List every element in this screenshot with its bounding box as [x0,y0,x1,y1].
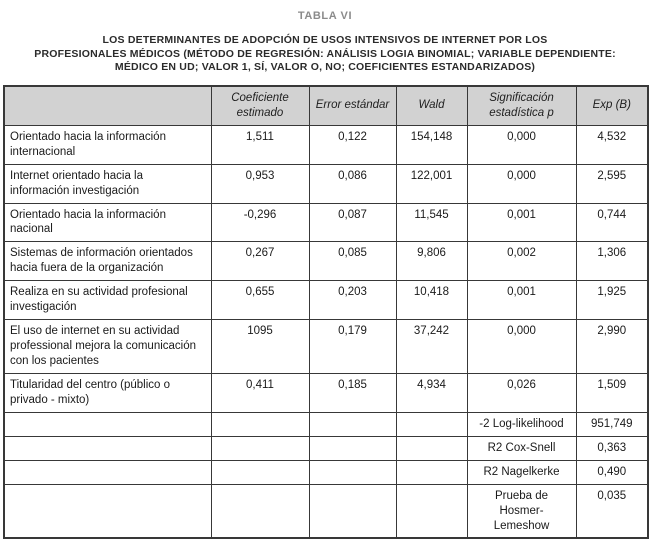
value-cell: 0,953 [211,164,309,203]
table-header [4,86,648,125]
value-cell: 122,001 [396,164,467,203]
stat-label-cell: R2 Nagelkerke [467,460,576,484]
value-cell: 10,418 [396,281,467,320]
value-cell: 0,001 [467,203,576,242]
value-cell: 37,242 [396,320,467,374]
value-cell: 0,122 [309,125,396,164]
value-cell: 2,990 [576,320,648,374]
row-label-cell [4,412,211,436]
table-number-title: TABLA VI [297,10,353,22]
value-cell: 0,000 [467,125,576,164]
value-cell: 0,001 [467,281,576,320]
table-row [4,484,648,538]
row-label-cell [4,436,211,460]
value-cell [211,484,309,538]
value-cell: 11,545 [396,203,467,242]
value-cell: 2,595 [576,164,648,203]
regression-results-table [3,85,649,540]
row-label-cell [4,460,211,484]
table-row [4,320,648,374]
row-label-cell: Orientado hacia la información nacional [4,203,211,242]
value-cell: 0,026 [467,373,576,412]
value-cell: -0,296 [211,203,309,242]
value-cell [309,412,396,436]
column-header: Wald [396,86,467,125]
value-cell: 4,934 [396,373,467,412]
value-cell: 951,749 [576,412,648,436]
value-cell: 0,744 [576,203,648,242]
table-row [4,460,648,484]
column-header: Error estándar [309,86,396,125]
value-cell: 1095 [211,320,309,374]
value-cell: 0,000 [467,164,576,203]
value-cell: 0,185 [309,373,396,412]
stat-label-cell: R2 Cox-Snell [467,436,576,460]
value-cell [309,484,396,538]
value-cell: 1,511 [211,125,309,164]
value-cell [309,436,396,460]
value-cell: 1,306 [576,242,648,281]
row-label-cell: Internet orientado hacia la información investigación [4,164,211,203]
row-label-cell: Titularidad del centro (público o privado - mixto) [4,373,211,412]
value-cell: 1,509 [576,373,648,412]
row-label-cell: Orientado hacia la información internacional [4,125,211,164]
column-header [4,86,211,125]
value-cell [396,436,467,460]
row-label-cell: Realiza en su actividad profesional investigación [4,281,211,320]
header-row [4,86,648,125]
table-row [4,412,648,436]
value-cell: 0,002 [467,242,576,281]
column-header: Significación estadística p [467,86,576,125]
value-cell [211,460,309,484]
value-cell: 0,085 [309,242,396,281]
table-caption [15,34,635,75]
value-cell: 0,411 [211,373,309,412]
caption-line: PROFESIONALES MÉDICOS (MÉTODO DE REGRESIÓN: ANÁLISIS LOGIA BINOMIAL; VARIABLE DEPENDIENTE: [34,47,616,60]
table-row [4,242,648,281]
value-cell: 0,267 [211,242,309,281]
value-cell [211,436,309,460]
value-cell [396,460,467,484]
value-cell: 0,035 [576,484,648,538]
row-label-cell: Sistemas de información orientados hacia fuera de la organización [4,242,211,281]
caption-line: MÉDICO EN UD; VALOR 1, SÍ, VALOR O, NO; COEFICIENTES ESTANDARIZADOS) [114,61,536,74]
table-row [4,436,648,460]
value-cell: 0,490 [576,460,648,484]
table-row [4,164,648,203]
value-cell: 0,203 [309,281,396,320]
value-cell: 0,363 [576,436,648,460]
value-cell [396,484,467,538]
row-label-cell [4,484,211,538]
value-cell: 0,179 [309,320,396,374]
stat-label-cell: -2 Log-likelihood [467,412,576,436]
value-cell: 1,925 [576,281,648,320]
table-body [4,125,648,538]
value-cell: 154,148 [396,125,467,164]
table-row [4,373,648,412]
value-cell [396,412,467,436]
caption-line: LOS DETERMINANTES DE ADOPCIÓN DE USOS INTENSIVOS DE INTERNET POR LOS [102,34,548,46]
row-label-cell: El uso de internet en su actividad professional mejora la comunicación con los pacientes [4,320,211,374]
value-cell: 0,087 [309,203,396,242]
value-cell: 0,000 [467,320,576,374]
table-row [4,203,648,242]
table-row [4,281,648,320]
value-cell: 4,532 [576,125,648,164]
value-cell [309,460,396,484]
value-cell: 0,086 [309,164,396,203]
value-cell [211,412,309,436]
table-row [4,125,648,164]
value-cell: 0,655 [211,281,309,320]
column-header: Coeficiente estimado [211,86,309,125]
value-cell: 9,806 [396,242,467,281]
stat-label-cell: Prueba de Hosmer- Lemeshow [467,484,576,538]
column-header: Exp (B) [576,86,648,125]
